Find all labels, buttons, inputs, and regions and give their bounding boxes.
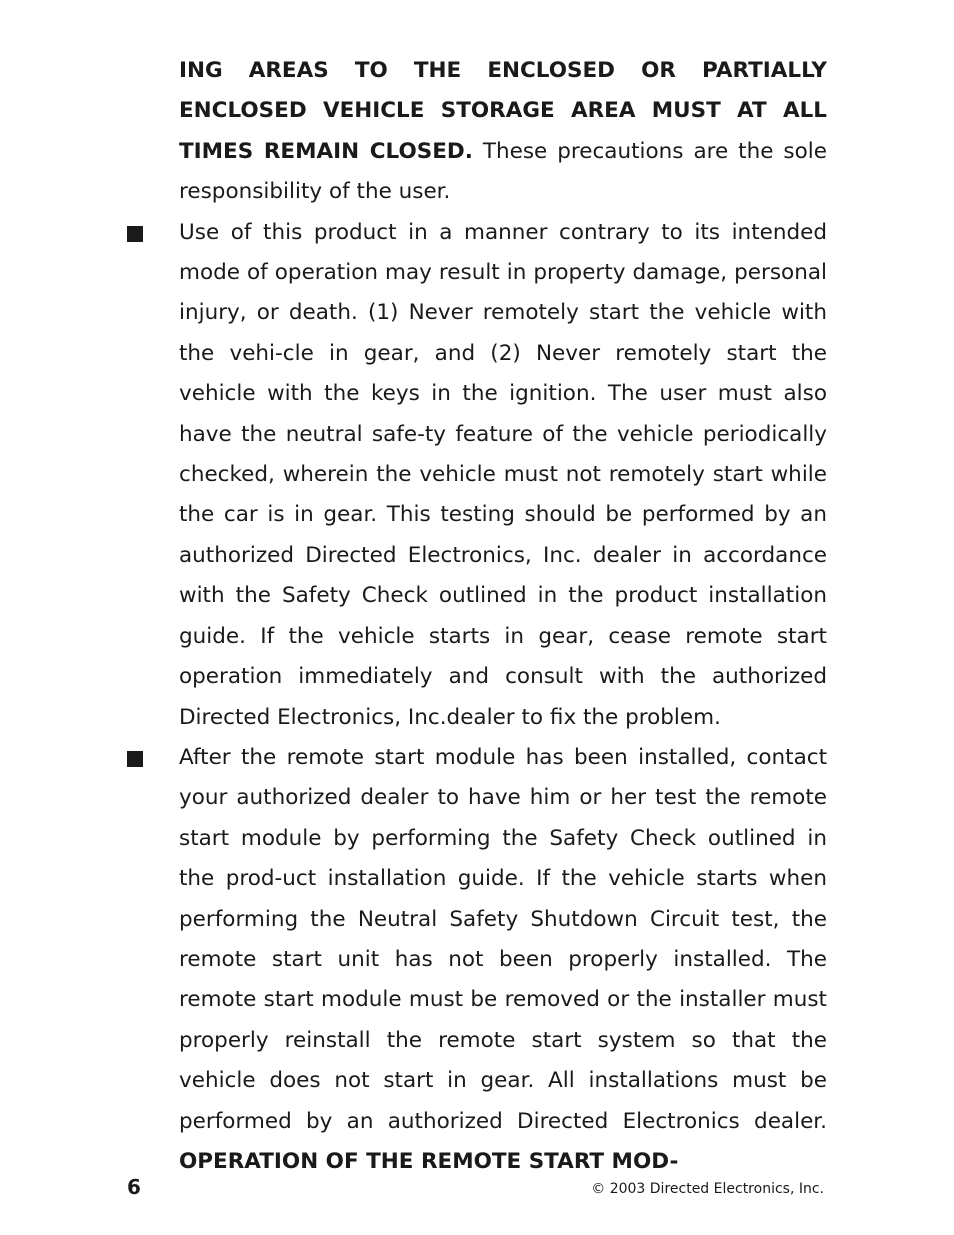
bullet-item-installation	[179, 738, 827, 1182]
body-text	[179, 51, 827, 1182]
bold-warning-text: ING AREAS TO THE ENCLOSED OR PARTIALLY ENCLOSED VEHICLE STORAGE AREA MUST AT ALL TIMES REMAIN CLOSED.	[179, 58, 827, 164]
square-bullet-icon	[127, 751, 143, 767]
bold-warning-text: OPERATION OF THE REMOTE START MOD-	[179, 1148, 679, 1174]
page-number: 6	[127, 1175, 141, 1199]
paragraph-continuation	[179, 51, 827, 213]
square-bullet-icon	[127, 226, 143, 242]
paragraph-text: These precautions are the sole responsibility of the user.	[179, 138, 827, 205]
bullet-item-safety-check	[179, 213, 827, 738]
paragraph-text: After the remote start module has been installed, contact your authorized dealer to have him or her test the remote start module by performing the Safety Check outlined in the prod-uct installation guide. If the vehicle starts when performing the Neutral Safety Shutdown Circuit test, the remote start unit has not been properly installed. The remote start module must be removed or the installer must properly reinstall the remote start system so that the vehicle does not start in gear. All installations must be performed by an authorized Directed Electronics dealer.	[179, 744, 827, 1134]
copyright-notice: © 2003 Directed Electronics, Inc.	[591, 1181, 824, 1197]
paragraph-text: Use of this product in a manner contrary to its intended mode of operation may result in property damage, personal injury, or death. (1) Never remotely start the vehicle with the vehi-cle in gear, and (2) Never remotely start the vehicle with the keys in the ignition. The user must also have the neutral safe-ty feature of the vehicle periodically checked, wherein the vehicle must not remotely start while the car is in gear. This testing should be performed by an authorized Directed Electronics, Inc. dealer in accordance with the Safety Check outlined in the product installation guide. If the vehicle starts in gear, cease remote start operation immediately and consult with the authorized Directed Electronics, Inc.dealer to fix the problem.	[179, 219, 827, 730]
